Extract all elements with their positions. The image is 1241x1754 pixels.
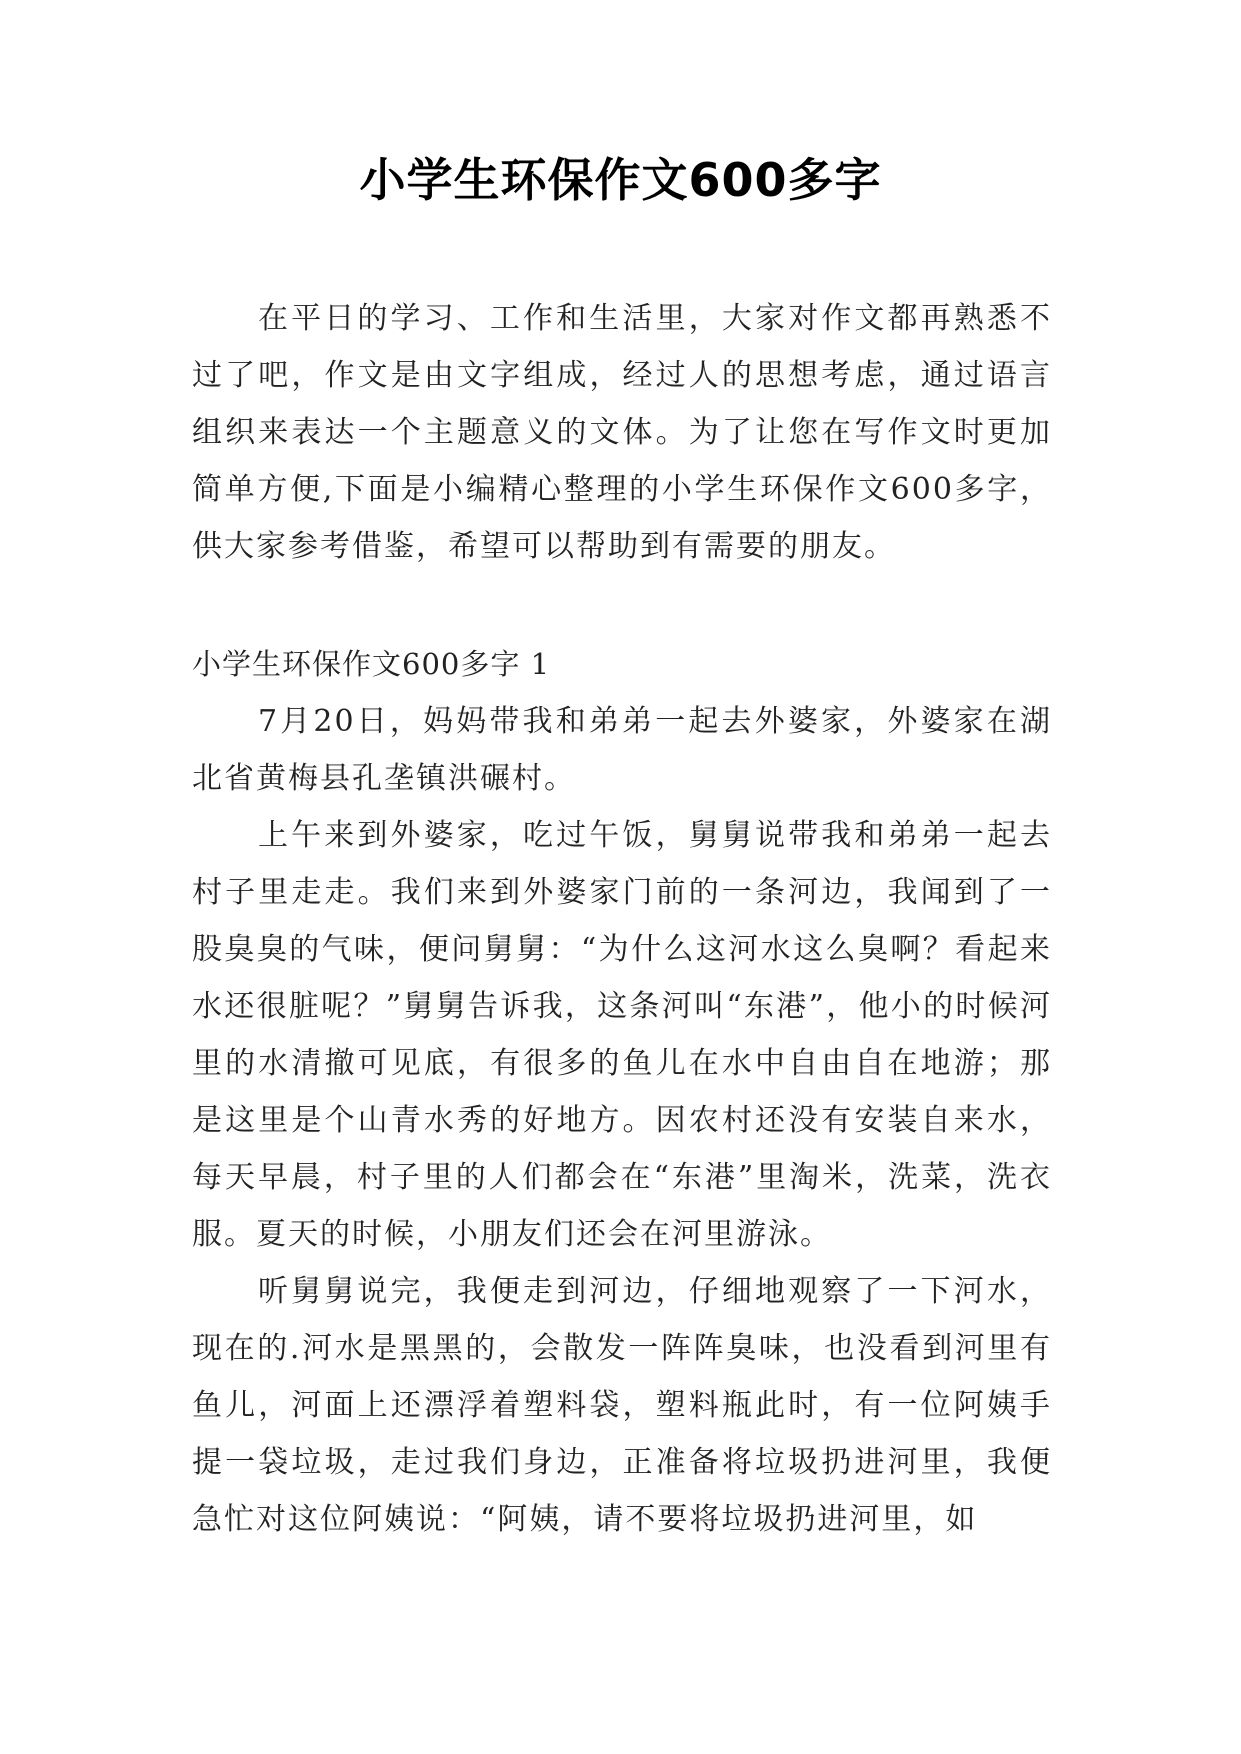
intro-paragraph: 在平日的学习、工作和生活里，大家对作文都再熟悉不过了吧，作文是由文字组成，经过人的思想考虑，通过语言组织来表达一个主题意义的文体。为了让您在写作文时更加简单方便,下面是小编精心整理的小学生环保作文600多字，供大家参考借鉴，希望可以帮助到有需要的朋友。 [192, 301, 1052, 564]
essay-body [192, 693, 1052, 1548]
essay-paragraph-3: 听舅舅说完，我便走到河边，仔细地观察了一下河水，现在的.河水是黑黑的，会散发一阵阵臭味，也没看到河里有鱼儿，河面上还漂浮着塑料袋，塑料瓶此时，有一位阿姨手提一袋垃圾，走过我们身边，正准备将垃圾扔进河里，我便急忙对这位阿姨说：“阿姨，请不要将垃圾扔进河里，如 [192, 1274, 1052, 1537]
intro-section [192, 290, 1052, 575]
document-title: 小学生环保作文600多字 [359, 153, 882, 207]
essay-paragraph-2: 上午来到外婆家，吃过午饭，舅舅说带我和弟弟一起去村子里走走。我们来到外婆家门前的一条河边，我闻到了一股臭臭的气味，便问舅舅：“为什么这河水这么臭啊？看起来水还很脏呢？”舅舅告诉我，这条河叫“东港”，他小的时候河里的水清撤可见底，有很多的鱼儿在水中自由自在地游；那是这里是个山青水秀的好地方。因农村还没有安装自来水，每天早晨，村子里的人们都会在“东港”里淘米，洗菜，洗衣服。夏天的时候，小朋友们还会在河里游泳。 [192, 818, 1052, 1252]
section-heading: 小学生环保作文600多字 1 [192, 647, 551, 681]
essay-paragraph-1: 7月20日，妈妈带我和弟弟一起去外婆家，外婆家在湖北省黄梅县孔垄镇洪碾村。 [192, 704, 1052, 796]
